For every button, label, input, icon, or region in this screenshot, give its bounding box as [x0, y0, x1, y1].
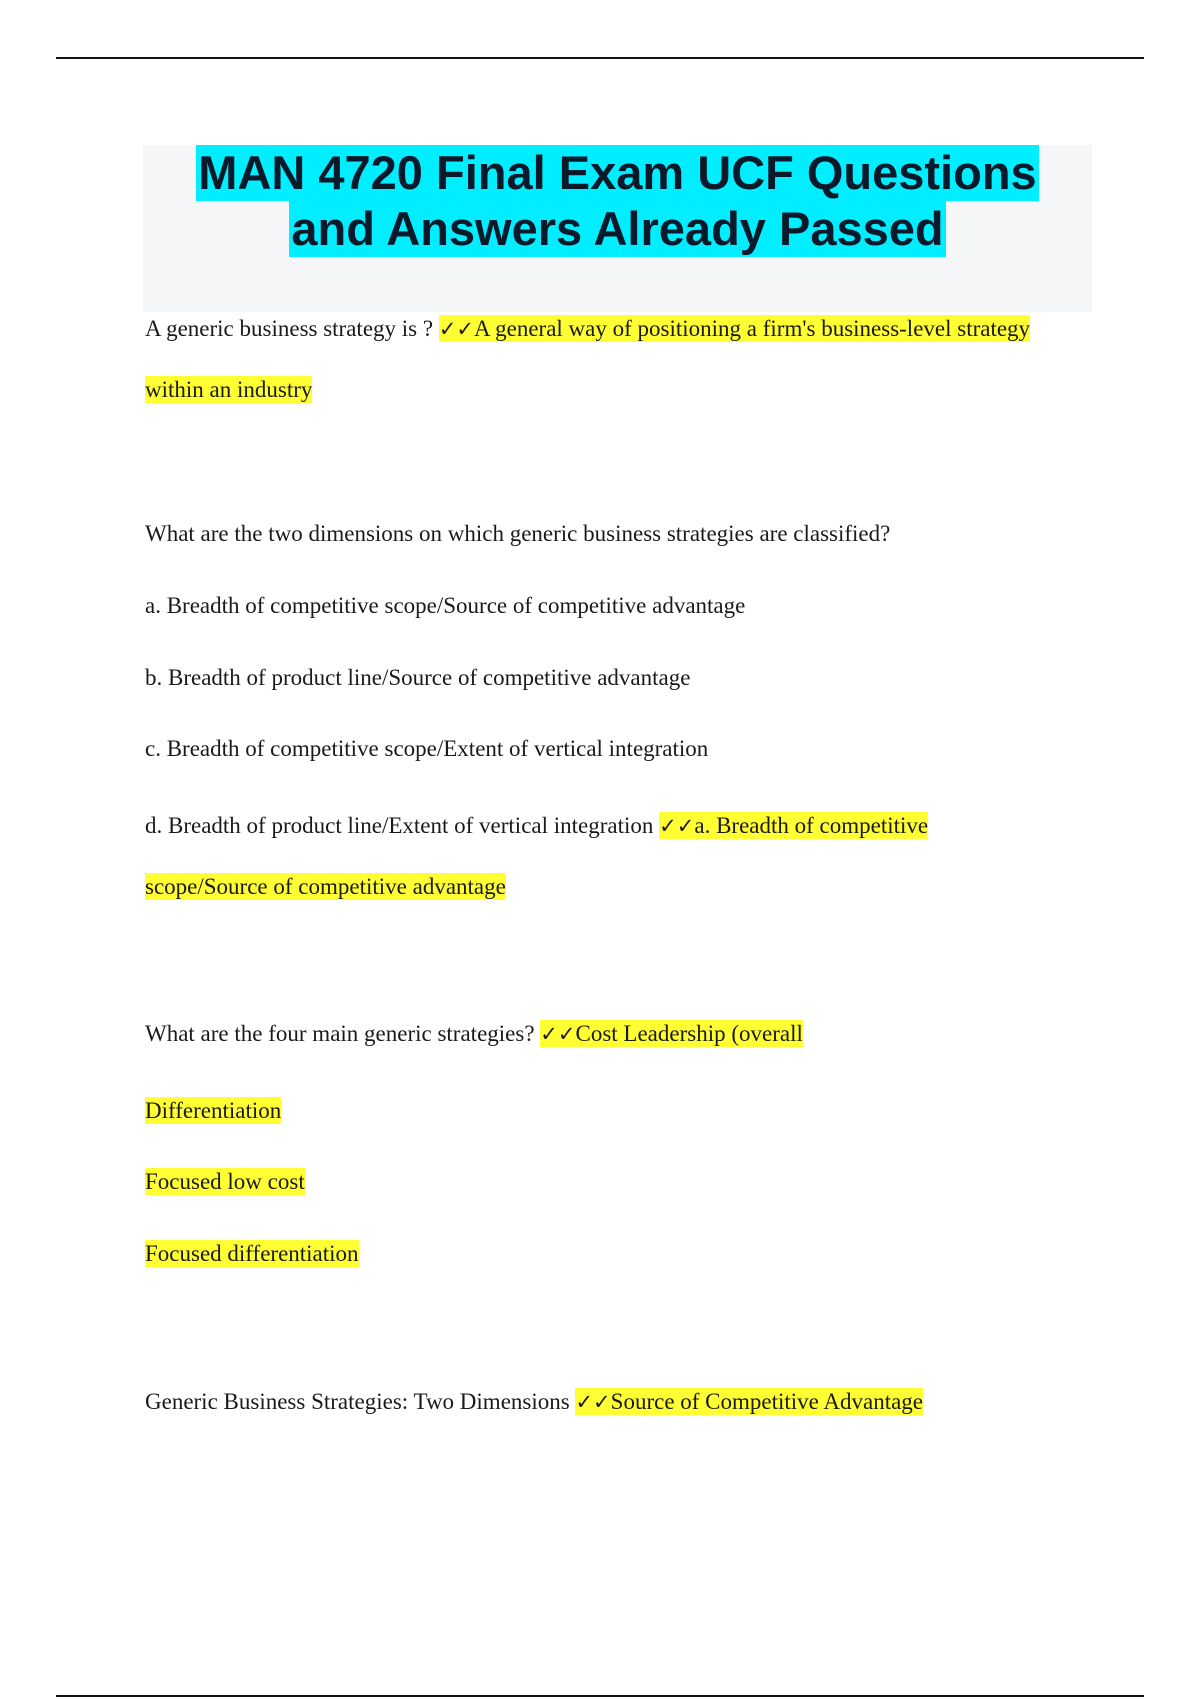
header-rule	[56, 57, 1144, 59]
option-a: a. Breadth of competitive scope/Source of competitive advantage	[145, 593, 746, 618]
option-b: b. Breadth of product line/Source of competitive advantage	[145, 665, 691, 690]
answer-text: a. Breadth of competitive	[694, 813, 929, 838]
check-icon: ✓✓	[438, 317, 475, 341]
answer-text: Differentiation	[145, 1098, 282, 1123]
option-d-line	[145, 810, 928, 842]
answer-highlight	[439, 315, 1030, 342]
title-line-2: and Answers Already Passed	[291, 202, 944, 255]
answer-text: within an industry	[145, 377, 313, 402]
answer-text: A general way of positioning a firm's business-level strategy	[474, 316, 1031, 341]
answer-highlight	[659, 812, 928, 839]
qa-item-1-cont	[145, 374, 312, 406]
option-d: d. Breadth of product line/Extent of vertical integration	[145, 813, 654, 838]
answer-highlight	[540, 1020, 803, 1047]
check-icon: ✓✓	[659, 814, 695, 838]
qa-item-2-cont	[145, 871, 506, 903]
answer-text: Focused low cost	[145, 1169, 305, 1194]
answer-text: Focused differentiation	[145, 1241, 359, 1266]
option-c: c. Breadth of competitive scope/Extent of vertical integration	[145, 736, 709, 761]
answer-highlight	[575, 1388, 923, 1415]
answer-text: Cost Leadership (overall	[575, 1021, 803, 1046]
title-line-1: MAN 4720 Final Exam UCF Questions	[198, 146, 1037, 199]
answer-text: scope/Source of competitive advantage	[145, 874, 506, 899]
question-text: What are the four main generic strategies?	[145, 1021, 535, 1046]
check-icon: ✓✓	[575, 1390, 611, 1414]
question-text: Generic Business Strategies: Two Dimensions	[145, 1389, 570, 1414]
answer-line	[145, 1166, 305, 1198]
check-icon: ✓✓	[540, 1022, 576, 1046]
answer-line	[145, 1238, 359, 1270]
document-title	[143, 145, 1092, 312]
answer-text: Source of Competitive Advantage	[610, 1389, 923, 1414]
question-text: A generic business strategy is ?	[145, 316, 434, 341]
answer-line	[145, 1095, 281, 1127]
qa-item-1	[145, 313, 1030, 345]
qa-item-4	[145, 1386, 923, 1418]
question-text: What are the two dimensions on which generic business strategies are classified?	[145, 521, 891, 546]
qa-item-3	[145, 1018, 803, 1050]
footer-rule	[56, 1695, 1144, 1697]
